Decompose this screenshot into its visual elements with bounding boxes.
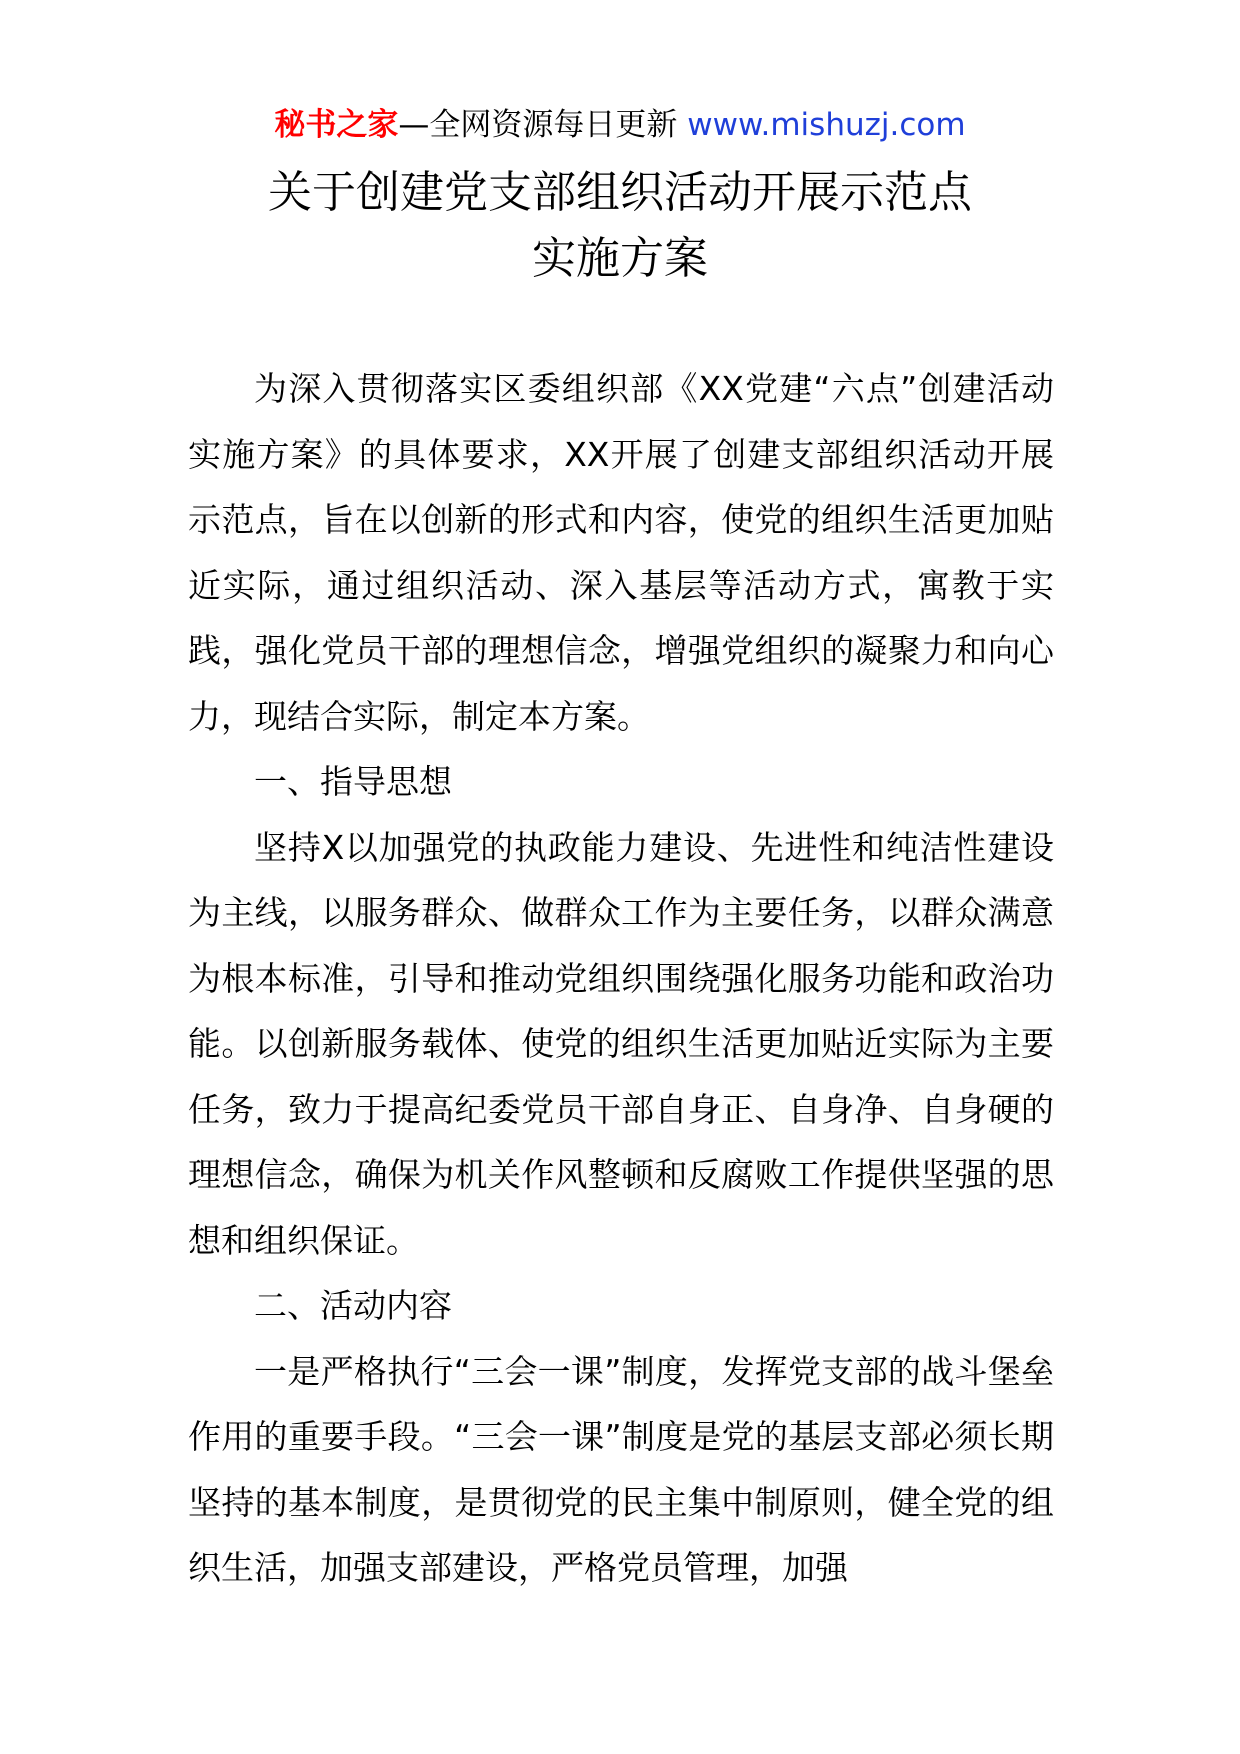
site-slogan: —全网资源每日更新	[398, 107, 688, 143]
site-url[interactable]: www.mishuzj.com	[687, 107, 966, 143]
title-line-2: 实施方案	[532, 233, 708, 284]
site-brand: 秘书之家	[274, 107, 399, 143]
title-line-1: 关于创建党支部组织活动开展示范点	[268, 167, 972, 218]
activity-content-paragraph: 一是严格执行“三会一课”制度，发挥党支部的战斗堡垒作用的重要手段。“三会一课”制度是党的基层支部必须长期坚持的基本制度，是贯彻党的民主集中制原则，健全党的组织生活，加强支部建设，严格党员管理，加强	[188, 1351, 1054, 1587]
intro-paragraph: 为深入贯彻落实区委组织部《XX党建“六点”创建活动实施方案》的具体要求，XX开展了创建支部组织活动开展示范点，旨在以创新的形式和内容，使党的组织生活更加贴近实际，通过组织活动、深入基层等活动方式，寓教于实践，强化党员干部的理想信念，增强党组织的凝聚力和向心力，现结合实际，制定本方案。	[188, 369, 1054, 736]
section-heading-activity-content: 二、活动内容	[254, 1286, 452, 1325]
document-title	[0, 160, 1240, 292]
document-body	[188, 356, 1054, 1601]
section-heading-guiding-ideology: 一、指导思想	[254, 762, 452, 801]
site-header	[0, 100, 1240, 150]
guiding-ideology-paragraph: 坚持X以加强党的执政能力建设、先进性和纯洁性建设为主线，以服务群众、做群众工作为主要任务，以群众满意为根本标准，引导和推动党组织围绕强化服务功能和政治功能。以创新服务载体、使党的组织生活更加贴近实际为主要任务，致力于提高纪委党员干部自身正、自身净、自身硬的理想信念，确保为机关作风整顿和反腐败工作提供坚强的思想和组织保证。	[188, 827, 1054, 1260]
